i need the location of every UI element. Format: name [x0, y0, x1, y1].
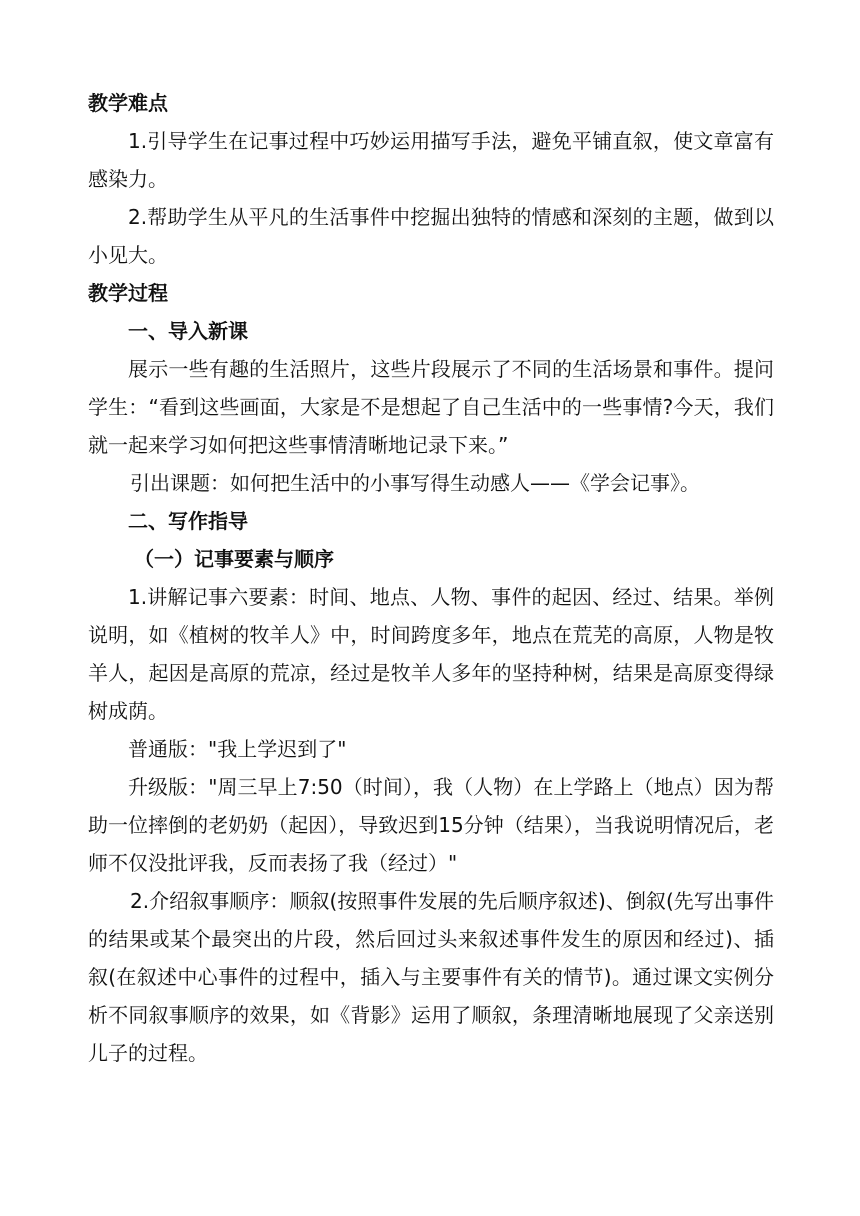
subheading-elements-and-order: （一）记事要素与顺序: [134, 547, 334, 571]
paragraph-ordinary-version: 普通版："我上学迟到了": [128, 737, 347, 761]
paragraph-introduction-1: 展示一些有趣的生活照片，这些片段展示了不同的生活场景和事件。提问学生：“看到这些画面，大家是不是想起了自己生活中的一些事情?今天，我们就一起来学习如何把这些事情清晰地记录下来。”: [88, 357, 774, 457]
heading-teaching-process: 教学过程: [88, 281, 168, 305]
paragraph-six-elements: 1.讲解记事六要素：时间、地点、人物、事件的起因、经过、结果。举例说明，如《植树的牧羊人》中，时间跨度多年，地点在荒芜的高原，人物是牧羊人，起因是高原的荒凉，经过是牧羊人多年的坚持种树，结果是高原变得绿树成荫。: [88, 585, 774, 723]
paragraph-difficulty-1: 1.引导学生在记事过程中巧妙运用描写手法，避免平铺直叙，使文章富有感染力。: [88, 129, 774, 191]
paragraph-introduction-2: 引出课题：如何把生活中的小事写得生动感人——《学会记事》。: [130, 471, 700, 495]
document-page: [88, 84, 774, 1072]
paragraph-difficulty-2: 2.帮助学生从平凡的生活事件中挖掘出独特的情感和深刻的主题，做到以小见大。: [88, 205, 774, 267]
heading-introduction: 一、导入新课: [128, 319, 248, 343]
paragraph-upgraded-version: 升级版："周三早上7:50（时间），我（人物）在上学路上（地点）因为帮助一位摔倒的老奶奶（起因），导致迟到15分钟（结果），当我说明情况后，老师不仅没批评我，反而表扬了我（经过）": [88, 775, 774, 875]
heading-writing-guidance: 二、写作指导: [128, 509, 248, 533]
heading-teaching-difficulty: 教学难点: [88, 91, 168, 115]
paragraph-narrative-order: 2.介绍叙事顺序：顺叙(按照事件发展的先后顺序叙述)、倒叙(先写出事件的结果或某个最突出的片段，然后回过头来叙述事件发生的原因和经过)、插叙(在叙述中心事件的过程中，插入与主要事件有关的情节)。通过课文实例分析不同叙事顺序的效果，如《背影》运用了顺叙，条理清晰地展现了父亲送别儿子的过程。: [88, 889, 774, 1065]
